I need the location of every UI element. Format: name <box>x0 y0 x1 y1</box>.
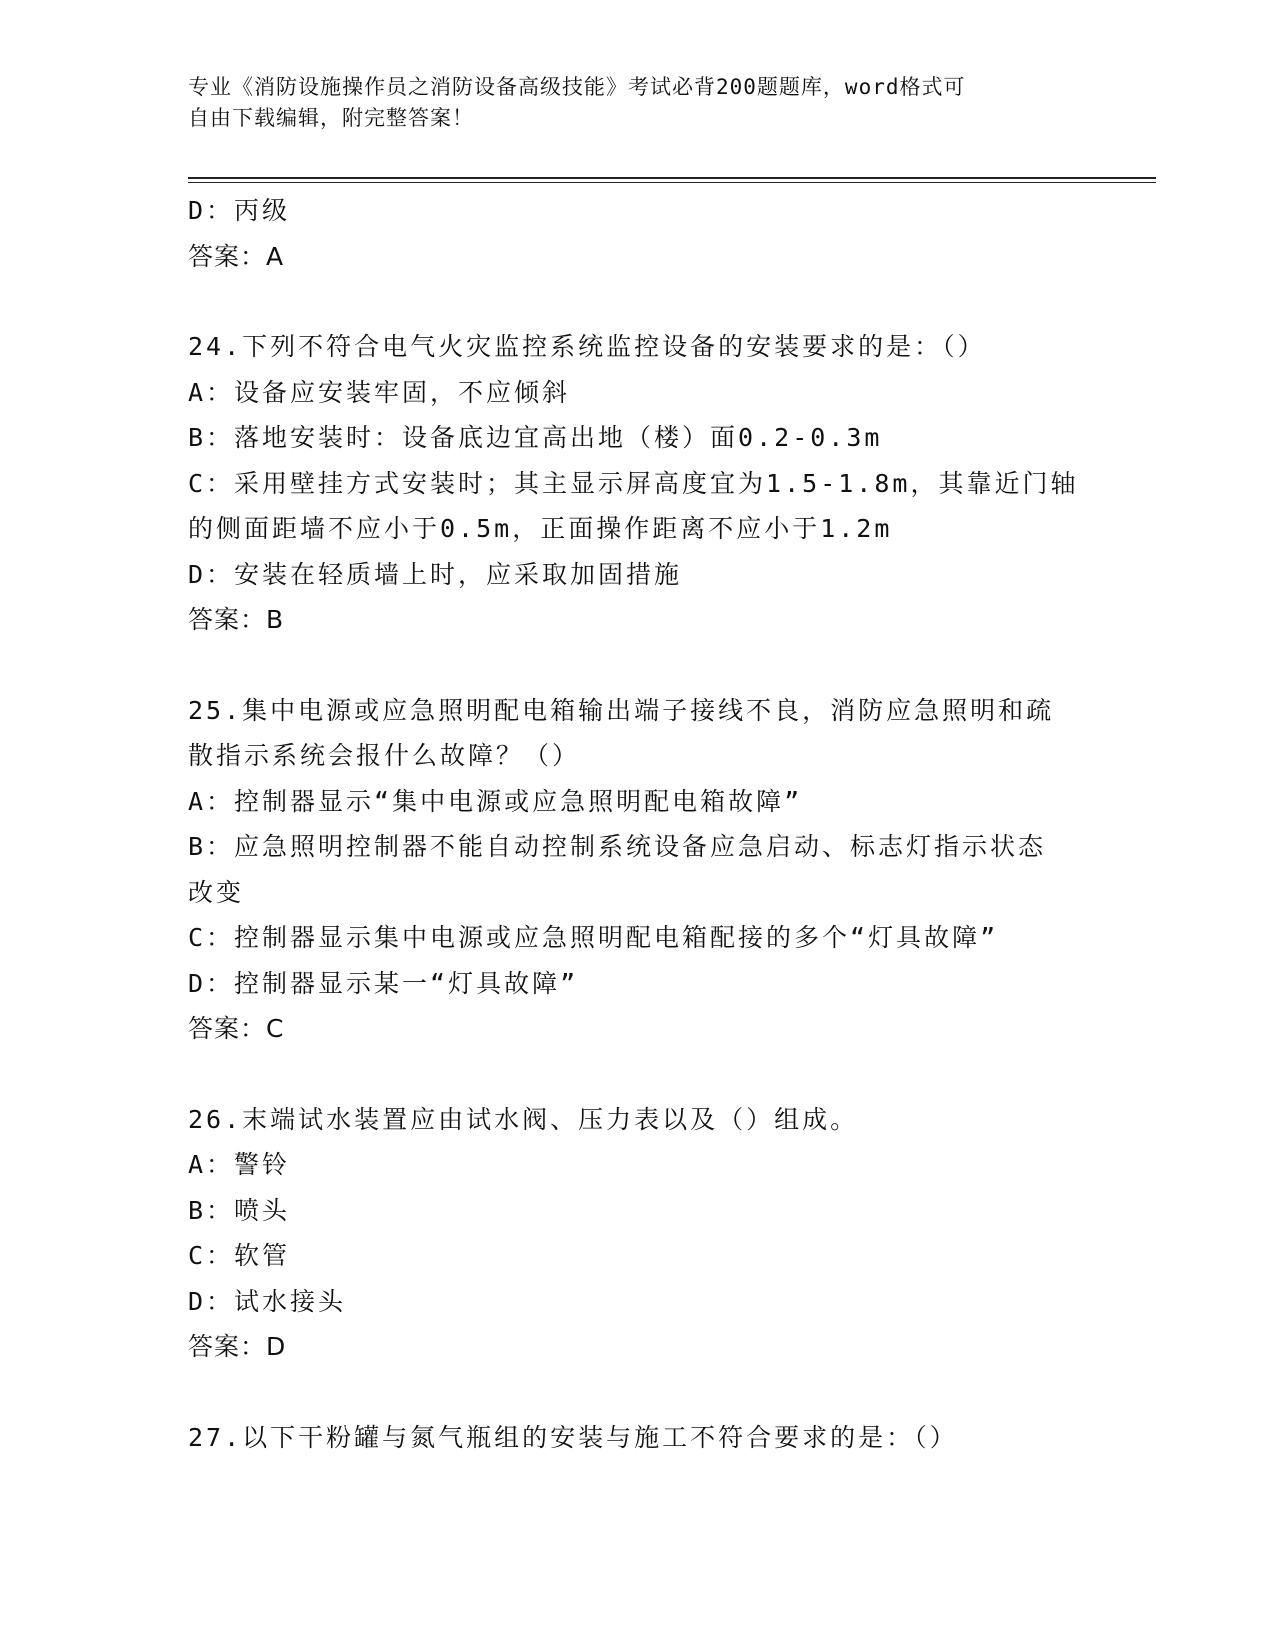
answer: 答案：C <box>188 1014 285 1043</box>
answer: 答案：B <box>188 605 285 634</box>
option-b: B：喷头 <box>188 1195 291 1225</box>
option-a: A：控制器显示“集中电源或应急照明配电箱故障” <box>188 786 803 816</box>
option-d: D：试水接头 <box>188 1286 347 1316</box>
option-b: B：应急照明控制器不能自动控制系统设备应急启动、标志灯指示状态 <box>188 832 1047 861</box>
answer: 答案：D <box>188 1332 287 1361</box>
question-stem-continued: 散指示系统会报什么故障？（） <box>188 741 581 770</box>
question-27 <box>188 1415 1088 1461</box>
question-24 <box>188 324 1088 643</box>
question-stem: 24.下列不符合电气火灾监控系统监控设备的安装要求的是：（） <box>188 332 986 361</box>
header-line-1: 专业《消防设施操作员之消防设备高级技能》考试必背200题题库，word格式可 <box>188 75 966 99</box>
question-stem: 27.以下干粉罐与氮气瓶组的安装与施工不符合要求的是：（） <box>188 1422 958 1452</box>
spacer <box>188 279 1088 324</box>
option-a: A：设备应安装牢固，不应倾斜 <box>188 377 571 407</box>
header-line-2: 自由下载编辑，附完整答案！ <box>188 106 474 130</box>
option-b-continued: 改变 <box>188 877 245 907</box>
answer: 答案：A <box>188 241 285 271</box>
option-d: D：安装在轻质墙上时，应采取加固措施 <box>188 559 683 589</box>
question-stem: 26.末端试水装置应由试水阀、压力表以及（）组成。 <box>188 1104 859 1134</box>
option-c-continued: 的侧面距墙不应小于0.5m，正面操作距离不应小于1.2m <box>188 514 893 543</box>
previous-question-tail <box>188 188 1088 279</box>
header-divider-thick <box>188 177 1156 179</box>
option-c: C：控制器显示集中电源或应急照明配电箱配接的多个“灯具故障” <box>188 923 999 952</box>
spacer <box>188 1370 1088 1415</box>
option-a: A：警铃 <box>188 1150 291 1179</box>
option-b: B：落地安装时：设备底边宜高出地（楼）面0.2-0.3m <box>188 423 883 452</box>
question-stem: 25.集中电源或应急照明配电箱输出端子接线不良，消防应急照明和疏 <box>188 695 1055 725</box>
document-header <box>188 72 1068 134</box>
option-c: C：软管 <box>188 1241 291 1270</box>
question-26 <box>188 1097 1088 1370</box>
option-d: D：丙级 <box>188 196 291 225</box>
option-c: C：采用壁挂方式安装时；其主显示屏高度宜为1.5-1.8m，其靠近门轴 <box>188 468 1079 498</box>
option-d: D：控制器显示某一“灯具故障” <box>188 968 579 998</box>
spacer <box>188 1052 1088 1097</box>
spacer <box>188 643 1088 688</box>
document-body <box>188 188 1088 1460</box>
question-25 <box>188 688 1088 1052</box>
header-divider-thin <box>188 182 1156 183</box>
